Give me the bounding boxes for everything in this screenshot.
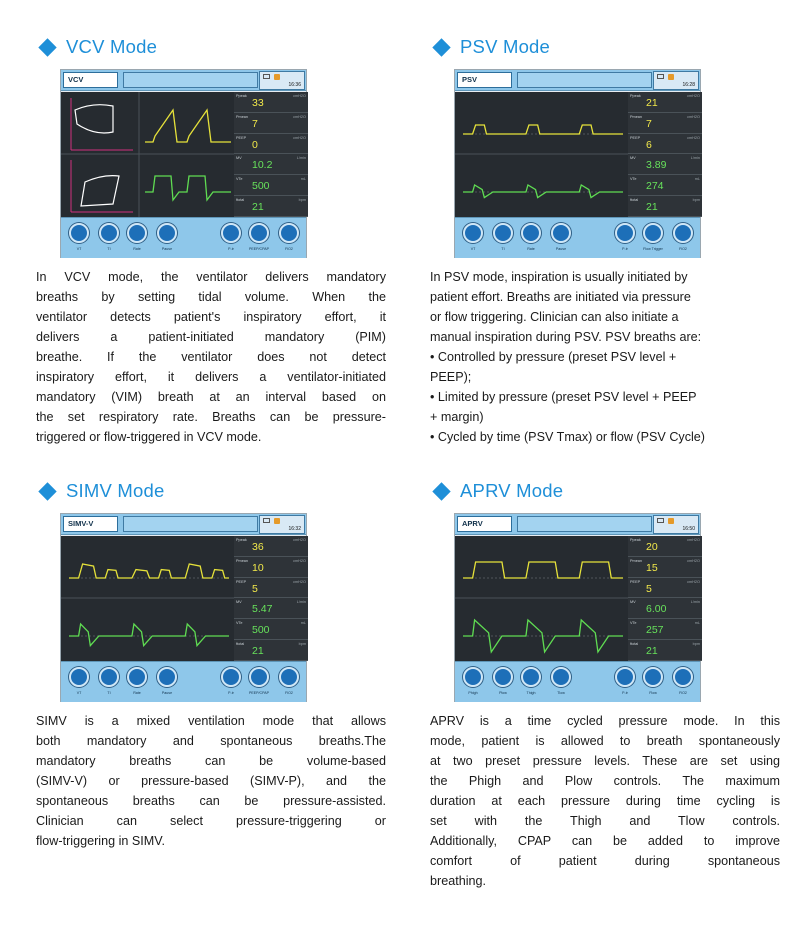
parameter-value: 257 (646, 624, 664, 637)
parameter-unit: L/min (690, 156, 700, 161)
waveform-graphics (61, 92, 234, 217)
control-knob[interactable] (69, 667, 89, 687)
knob-label: TI (107, 691, 111, 695)
battery-icon (657, 74, 664, 79)
parameter-row (628, 578, 702, 599)
control-knob[interactable] (673, 223, 693, 243)
control-knob[interactable] (279, 667, 299, 687)
parameter-value: 274 (646, 180, 664, 193)
parameter-panel (234, 536, 308, 661)
parameter-unit: cmH2O (293, 135, 306, 140)
section-heading (36, 478, 396, 504)
knob-label: VT (76, 691, 82, 695)
diamond-bullet-icon (38, 482, 56, 500)
parameter-unit: cmH2O (293, 558, 306, 563)
knob-label: VT (470, 247, 476, 251)
parameter-name: Ppeak (630, 538, 641, 542)
control-knob[interactable] (127, 667, 147, 687)
screen-top-bar (61, 514, 306, 535)
description-line: comfort of patient during spontaneous (430, 854, 780, 868)
control-knob[interactable] (69, 223, 89, 243)
parameter-unit: mL (300, 621, 306, 626)
parameter-unit: cmH2O (687, 114, 700, 119)
parameter-row (234, 175, 308, 196)
section-heading (430, 478, 790, 504)
knob-label: FiO2 (285, 691, 293, 695)
parameter-row (628, 598, 702, 619)
knob-label: Pause (555, 247, 567, 251)
parameter-unit: cmH2O (293, 114, 306, 119)
knob-label: Pause (161, 247, 173, 251)
description-line: manual inspiration during PSV. PSV breaths are: (430, 330, 702, 344)
mode-label[interactable]: PSV (457, 72, 512, 88)
knob-label: PEEP/CPAP (248, 247, 270, 251)
parameter-unit: bpm (692, 641, 700, 646)
parameter-name: PEEP (236, 135, 247, 140)
knob-label: FiO2 (679, 247, 687, 251)
lock-icon[interactable] (668, 74, 674, 80)
section-title: APRV Mode (460, 480, 564, 501)
alarm-message-strip (517, 516, 652, 532)
description-line: In VCV mode, the ventilator delivers mandatory (36, 270, 386, 284)
ventilator-screen (454, 69, 701, 258)
knob-label: Plow (499, 691, 507, 695)
control-knob[interactable] (463, 667, 483, 687)
parameter-row (628, 557, 702, 578)
diamond-bullet-icon (432, 38, 450, 56)
description-line: duration at each pressure during time cycling is (430, 794, 780, 808)
flow-waveform (145, 176, 231, 200)
description-line: delivers a patient-initiated mandatory (PIM) (36, 330, 386, 344)
description-line: breaths by setting tidal volume. When the (36, 290, 386, 304)
parameter-value: 7 (252, 117, 258, 130)
knob-label: Rate (133, 691, 141, 695)
pressure-waveform (463, 125, 623, 134)
parameter-row (234, 134, 308, 155)
control-knob[interactable] (249, 223, 269, 243)
parameter-unit: cmH2O (687, 579, 700, 584)
mode-label[interactable]: APRV (457, 516, 512, 532)
section-description (36, 711, 386, 851)
parameter-unit: cmH2O (687, 558, 700, 563)
parameter-row (234, 113, 308, 134)
ventilator-screen (454, 513, 701, 702)
parameter-name: ftotal (630, 641, 639, 646)
status-panel (653, 515, 699, 534)
battery-icon (263, 74, 270, 79)
parameter-row (628, 536, 702, 557)
section-heading (430, 34, 790, 60)
knob-label: TI (501, 247, 505, 251)
diamond-bullet-icon (432, 482, 450, 500)
control-knob[interactable] (157, 223, 177, 243)
parameter-value: 5 (252, 582, 258, 595)
section-description (36, 267, 386, 447)
lock-icon[interactable] (274, 74, 280, 80)
knob-label: FiO2 (679, 691, 687, 695)
parameter-name: MV (630, 600, 636, 605)
control-knob[interactable] (279, 223, 299, 243)
knob-label: FiO2 (285, 247, 293, 251)
knob-label: Flow (649, 691, 657, 695)
description-line: the set respiratory rate. Breaths can be pressure- (36, 410, 386, 424)
parameter-row (234, 154, 308, 175)
description-line: breathe. If the ventilator does not detect (36, 350, 386, 364)
ventilator-screen (60, 69, 307, 258)
lock-icon[interactable] (274, 518, 280, 524)
clock-readout: 16:50 (682, 526, 695, 532)
loop-panel (71, 160, 133, 212)
status-panel (259, 71, 305, 90)
status-panel (259, 515, 305, 534)
diamond-bullet-icon (38, 38, 56, 56)
parameter-row (628, 175, 702, 196)
control-knob[interactable] (643, 223, 663, 243)
parameter-row (234, 640, 308, 661)
parameter-name: Ppeak (236, 538, 247, 542)
control-knob[interactable] (221, 223, 241, 243)
control-knob[interactable] (551, 223, 571, 243)
control-knob[interactable] (463, 223, 483, 243)
parameter-row (628, 92, 702, 113)
parameter-row (234, 578, 308, 599)
parameter-unit: cmH2O (293, 94, 306, 98)
control-knob[interactable] (249, 667, 269, 687)
parameter-name: ftotal (236, 197, 245, 202)
parameter-value: 0 (252, 138, 258, 151)
parameter-value: 36 (252, 541, 264, 553)
parameter-value: 3.89 (646, 159, 667, 172)
control-knob[interactable] (127, 223, 147, 243)
description-line: mandatory (VIM) breath at an interval based on (36, 390, 386, 404)
parameter-name: Ppeak (630, 94, 641, 98)
description-line: Clinician can select pressure-triggering or (36, 814, 386, 828)
pressure-waveform (463, 562, 623, 578)
mode-label[interactable]: VCV (63, 72, 118, 88)
parameter-unit: mL (694, 621, 700, 626)
waveform-area (455, 92, 628, 217)
control-knob[interactable] (521, 667, 541, 687)
control-knob[interactable] (673, 667, 693, 687)
parameter-name: VTe (236, 177, 243, 182)
description-line: (SIMV-V) or pressure-based (SIMV-P), and the (36, 774, 386, 788)
description-bullet: • Limited by pressure (preset PSV level + PEEP (430, 390, 697, 404)
knob-label: P-tr (622, 247, 628, 251)
parameter-name: Pmean (236, 558, 249, 563)
parameter-value: 5 (646, 582, 652, 595)
parameter-unit: bpm (692, 197, 700, 202)
waveform-area (61, 92, 234, 217)
description-bullet: • Cycled by time (PSV Tmax) or flow (PSV Cycle) (430, 430, 706, 444)
parameter-row (628, 640, 702, 661)
description-line: inspiratory effort, it delivers a ventilator-initiated (36, 370, 386, 384)
parameter-name: ftotal (630, 197, 639, 202)
section-description (430, 711, 780, 891)
control-knob[interactable] (615, 667, 635, 687)
knob-label: PEEP/CPAP (248, 691, 270, 695)
knob-label: Flow Trigger (643, 247, 663, 251)
control-knob[interactable] (99, 223, 119, 243)
parameter-name: MV (236, 156, 242, 161)
parameter-unit: L/min (296, 600, 306, 605)
parameter-name: Ppeak (236, 94, 247, 98)
parameter-value: 500 (252, 180, 270, 193)
parameter-value: 15 (646, 561, 658, 574)
description-line: set with the Thigh and Tlow controls. (430, 814, 780, 828)
section-title: VCV Mode (66, 36, 158, 57)
parameter-name: ftotal (236, 641, 245, 646)
parameter-name: PEEP (236, 579, 247, 584)
parameter-value: 21 (252, 200, 264, 213)
description-line: mode, patient is allowed to breath spontaneously (430, 734, 780, 748)
description-line: patient effort. Breaths are initiated via pressure (430, 290, 691, 304)
parameter-name: VTe (630, 177, 637, 182)
alarm-message-strip (123, 72, 258, 88)
description-line: spontaneous breaths can be pressure-assisted. (36, 794, 386, 808)
screen-top-bar (455, 70, 700, 91)
section-simv (36, 478, 396, 851)
control-knob-bar (455, 217, 700, 258)
parameter-row (628, 619, 702, 640)
knob-label: Rate (527, 247, 535, 251)
description-line: or flow triggering. Clinician can also initiate a (430, 310, 679, 324)
parameter-row (628, 154, 702, 175)
parameter-unit: L/min (690, 600, 700, 605)
waveform-area (61, 536, 234, 661)
parameter-value: 5.47 (252, 603, 273, 616)
description-line: triggered or flow-triggered in VCV mode. (36, 430, 262, 444)
knob-label: Tlow (557, 691, 565, 695)
pressure-waveform (69, 564, 229, 578)
section-aprv (430, 478, 790, 891)
alarm-message-strip (123, 516, 258, 532)
parameter-unit: cmH2O (687, 135, 700, 140)
description-line: the Phigh and Plow controls. The maximum (430, 774, 780, 788)
screen-top-bar (61, 70, 306, 91)
parameter-row (234, 619, 308, 640)
parameter-row (234, 557, 308, 578)
control-knob[interactable] (99, 667, 119, 687)
control-knob[interactable] (221, 667, 241, 687)
parameter-value: 20 (646, 541, 658, 553)
mode-label[interactable]: SIMV-V (63, 516, 118, 532)
parameter-value: 21 (646, 97, 658, 109)
parameter-name: VTe (236, 621, 243, 626)
parameter-row (234, 196, 308, 217)
section-psv (430, 34, 790, 447)
knob-label: TI (107, 247, 111, 251)
clock-readout: 16:28 (682, 82, 695, 88)
description-line: APRV is a time cycled pressure mode. In this (430, 714, 780, 728)
flow-waveform (463, 185, 623, 198)
section-heading (36, 34, 396, 60)
description-line: breathing. (430, 874, 487, 888)
parameter-value: 10 (252, 561, 264, 574)
parameter-value: 7 (646, 117, 652, 130)
parameter-value: 10.2 (252, 159, 273, 172)
parameter-unit: mL (694, 177, 700, 182)
parameter-value: 33 (252, 97, 264, 109)
description-line: both mandatory and spontaneous breaths.The (36, 734, 386, 748)
control-knob[interactable] (615, 223, 635, 243)
parameter-unit: cmH2O (687, 538, 700, 542)
parameter-name: Pmean (630, 558, 643, 563)
description-line: Additionally, CPAP can be added to improve (430, 834, 780, 848)
control-knob-bar (455, 661, 700, 702)
knob-label: Phigh (468, 691, 478, 695)
parameter-panel (234, 92, 308, 217)
control-knob[interactable] (493, 667, 513, 687)
clock-readout: 16:32 (288, 526, 301, 532)
knob-label: Thigh (526, 691, 536, 695)
parameter-value: 6.00 (646, 603, 667, 616)
description-line: In PSV mode, inspiration is usually initiated by (430, 270, 688, 284)
lock-icon[interactable] (668, 518, 674, 524)
alarm-message-strip (517, 72, 652, 88)
parameter-row (628, 196, 702, 217)
parameter-row (628, 134, 702, 155)
knob-label: VT (76, 247, 82, 251)
parameter-unit: bpm (298, 641, 306, 646)
description-line: SIMV is a mixed ventilation mode that allows (36, 714, 386, 728)
parameter-unit: bpm (298, 197, 306, 202)
control-knob[interactable] (493, 223, 513, 243)
parameter-row (234, 598, 308, 619)
parameter-value: 21 (646, 200, 658, 213)
knob-label: P-tr (228, 691, 234, 695)
knob-label: P-tr (228, 247, 234, 251)
parameter-name: PEEP (630, 135, 641, 140)
clock-readout: 16:36 (288, 82, 301, 88)
parameter-unit: L/min (296, 156, 306, 161)
parameter-unit: cmH2O (293, 538, 306, 542)
parameter-unit: cmH2O (687, 94, 700, 98)
ventilator-screen (60, 513, 307, 702)
control-knob[interactable] (157, 667, 177, 687)
description-bullet: • Controlled by pressure (preset PSV level + (430, 350, 677, 364)
description-bullet: + margin) (430, 410, 484, 424)
parameter-value: 21 (252, 644, 264, 657)
waveform-area (455, 536, 628, 661)
battery-icon (657, 518, 664, 523)
waveform-graphics (455, 92, 628, 217)
loop-panel (71, 98, 133, 150)
waveform-graphics (61, 536, 234, 661)
parameter-name: MV (630, 156, 636, 161)
description-line: mandatory breaths can be volume-based (36, 754, 386, 768)
parameter-panel (628, 536, 702, 661)
control-knob[interactable] (643, 667, 663, 687)
flow-waveform (69, 624, 229, 646)
parameter-value: 500 (252, 624, 270, 637)
parameter-name: Pmean (236, 114, 249, 119)
pressure-waveform (145, 110, 231, 142)
control-knob[interactable] (551, 667, 571, 687)
section-vcv (36, 34, 396, 447)
parameter-unit: cmH2O (293, 579, 306, 584)
description-line: at two preset pressure levels. These are set using (430, 754, 780, 768)
control-knob-bar (61, 217, 306, 258)
description-bullet: PEEP); (430, 370, 472, 384)
parameter-value: 6 (646, 138, 652, 151)
parameter-name: VTe (630, 621, 637, 626)
section-description (430, 267, 780, 447)
parameter-row (234, 536, 308, 557)
knob-label: P-tr (622, 691, 628, 695)
parameter-row (234, 92, 308, 113)
waveform-graphics (455, 536, 628, 661)
control-knob-bar (61, 661, 306, 702)
knob-label: Pause (161, 691, 173, 695)
section-title: PSV Mode (460, 36, 551, 57)
knob-label: Rate (133, 247, 141, 251)
parameter-panel (628, 92, 702, 217)
description-line: ventilator detects patient's inspiratory effort, it (36, 310, 386, 324)
parameter-name: MV (236, 600, 242, 605)
status-panel (653, 71, 699, 90)
battery-icon (263, 518, 270, 523)
parameter-row (628, 113, 702, 134)
parameter-name: Pmean (630, 114, 643, 119)
control-knob[interactable] (521, 223, 541, 243)
screen-top-bar (455, 514, 700, 535)
parameter-name: PEEP (630, 579, 641, 584)
description-line: flow-triggering in SIMV. (36, 834, 166, 848)
parameter-value: 21 (646, 644, 658, 657)
parameter-unit: mL (300, 177, 306, 182)
section-title: SIMV Mode (66, 480, 165, 501)
